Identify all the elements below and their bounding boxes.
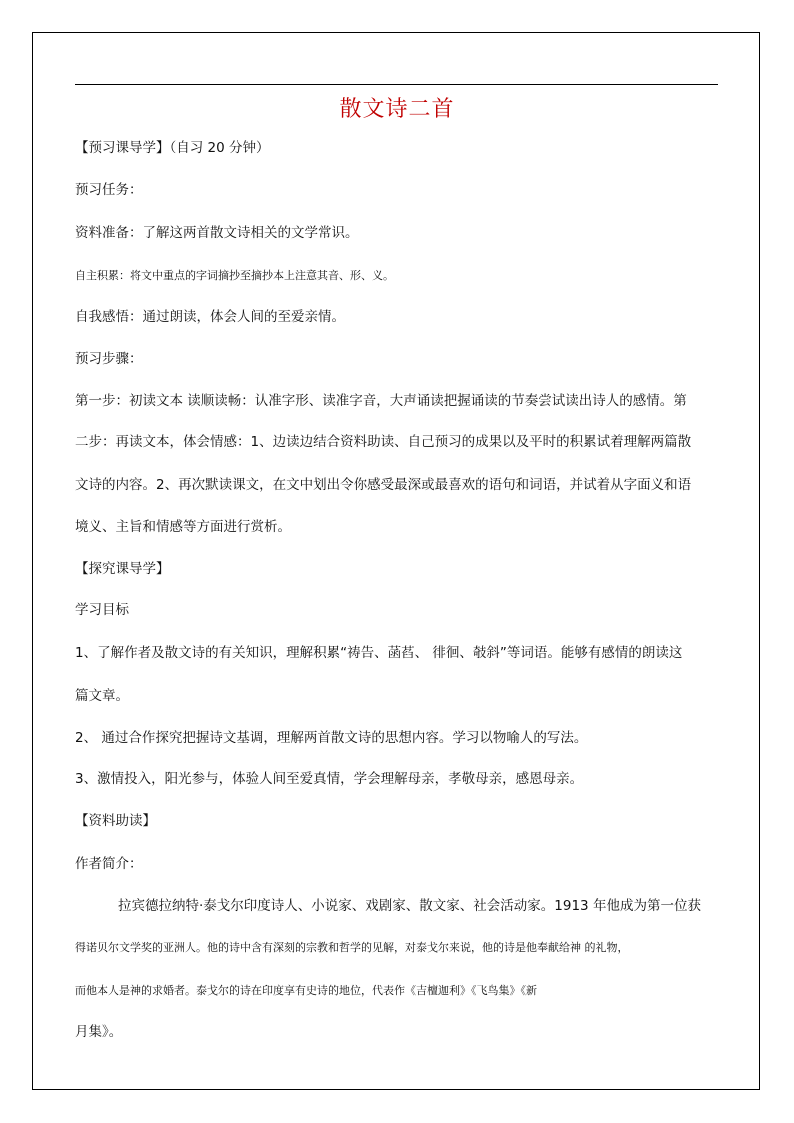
- paragraph-line: 篇文章。: [75, 688, 129, 704]
- paragraph-line: 自主积累：将文中重点的字词摘抄至摘抄本上注意其音、形、义。: [75, 269, 394, 282]
- paragraph-line: 而他本人是神的求婚者。泰戈尔的诗在印度享有史诗的地位，代表作《吉檀迦利》《飞鸟集》《新: [75, 984, 537, 997]
- paragraph-line: 二步：再读文本，体会情感：1、边读边结合资料助读、自己预习的成果以及平时的积累试着理解两篇散: [75, 434, 692, 450]
- paragraph-line: 文诗的内容。2、再次默读课文，在文中划出令你感受最深或最喜欢的语句和词语，并试着从字面义和语: [75, 477, 692, 493]
- header-rule: [75, 84, 718, 85]
- document-title: 散文诗二首: [339, 97, 455, 122]
- section-heading-explore: 【探究课导学】: [75, 561, 170, 577]
- paragraph-line: 境义、主旨和情感等方面进行赏析。: [75, 519, 291, 535]
- paragraph-line: 自我感悟：通过朗读，体会人间的至爱亲情。: [75, 309, 345, 325]
- paragraph-line: 1、了解作者及散文诗的有关知识，理解积累“祷告、菡萏、 徘徊、攲斜”等词语。能够有感情的朗读这: [75, 645, 683, 661]
- section-heading-reading: 【资料助读】: [75, 813, 156, 829]
- section-heading-preview: 【预习课导学】（自习 20 分钟）: [75, 140, 270, 156]
- learning-goals-label: 学习目标: [75, 602, 129, 618]
- paragraph-line: 资料准备：了解这两首散文诗相关的文学常识。: [75, 225, 359, 241]
- paragraph-line: 3、激情投入，阳光参与，体验人间至爱真情，学会理解母亲，孝敬母亲，感恩母亲。: [75, 771, 584, 787]
- author-intro-label: 作者简介：: [75, 856, 143, 872]
- paragraph-line: 第一步：初读文本 读顺读畅：认准字形、读准字音，大声诵读把握诵读的节奏尝试读出诗人的感情。第: [75, 393, 687, 409]
- paragraph-line: 月集》。: [75, 1024, 123, 1040]
- preview-steps-label: 预习步骤：: [75, 351, 143, 367]
- preview-task-label: 预习任务：: [75, 182, 143, 198]
- paragraph-line: 2、 通过合作探究把握诗文基调，理解两首散文诗的思想内容。学习以物喻人的写法。: [75, 730, 588, 746]
- paragraph-line: 拉宾德拉纳特·泰戈尔印度诗人、小说家、戏剧家、散文家、社会活动家。1913 年他成为第一位获: [118, 898, 701, 914]
- paragraph-line: 得诺贝尔文学奖的亚洲人。他的诗中含有深刻的宗教和哲学的见解，对泰戈尔来说，他的诗是他奉献给神 的礼物，: [75, 941, 629, 954]
